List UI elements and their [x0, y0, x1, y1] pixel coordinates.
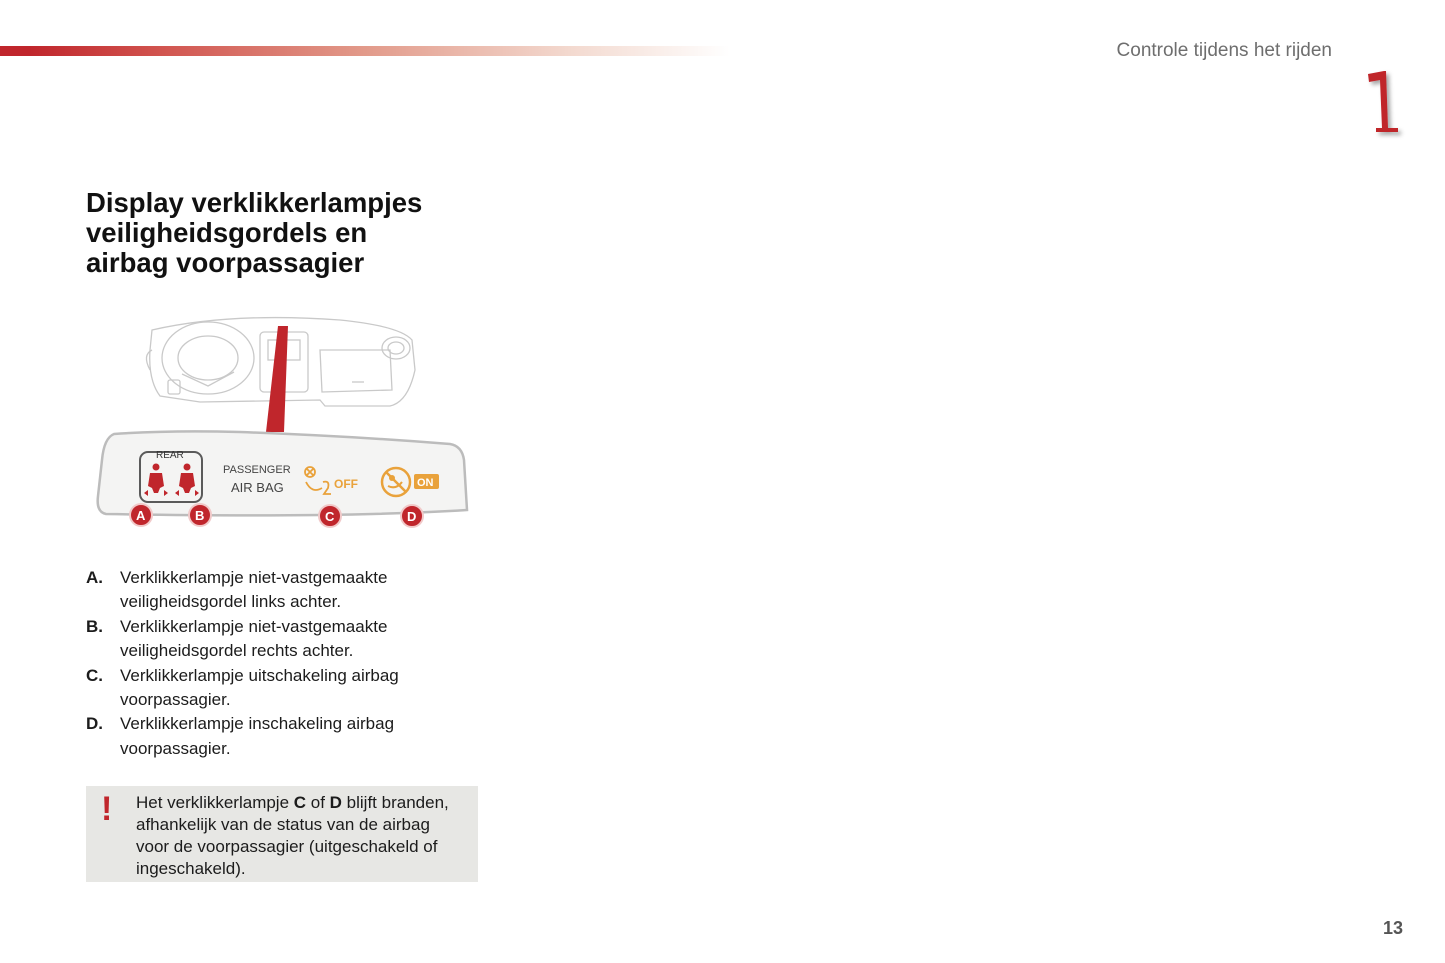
section-title: Controle tijdens het rijden	[1116, 40, 1332, 61]
legend-text: Verklikkerlampje niet-vastgemaakte veiligheidsgordel rechts achter.	[120, 616, 388, 661]
marker-c	[319, 505, 341, 527]
header-accent-bar	[0, 46, 730, 56]
legend-key: B.	[86, 616, 103, 636]
note-text: Het verklikkerlampje C of D blijft branden, afhankelijk van de status van de airbag voor de voorpassagier (uitgeschakeld of ingeschakeld).	[136, 793, 449, 878]
legend-item-c	[86, 664, 486, 713]
marker-a	[130, 504, 152, 526]
marker-b	[189, 504, 211, 526]
pointer-wedge	[266, 326, 288, 432]
exclamation-icon: !	[101, 790, 113, 828]
airbag-label: AIR BAG	[231, 480, 284, 495]
legend-text: Verklikkerlampje niet-vastgemaakte veiligheidsgordel links achter.	[120, 568, 388, 612]
page-title-line-3: airbag voorpassagier	[86, 247, 365, 278]
page-title	[86, 188, 506, 278]
warning-note	[86, 786, 478, 882]
legend-item-b	[86, 615, 486, 664]
page-title-line-2: veiligheidsgordels en	[86, 217, 368, 248]
legend-text: Verklikkerlampje inschakeling airbag voorpassagier.	[120, 714, 395, 758]
dashboard-illustration	[90, 310, 475, 535]
marker-d	[401, 505, 423, 527]
legend-key: A.	[86, 568, 103, 587]
page-number: 13	[1383, 918, 1404, 938]
chapter-number	[1362, 58, 1408, 142]
marker-a-label: A	[136, 508, 146, 523]
legend-item-a	[86, 566, 486, 615]
rear-label: REAR	[156, 450, 184, 461]
legend-key: C.	[86, 665, 103, 685]
page-title-line-1: Display verklikkerlampjes	[86, 187, 423, 218]
marker-c-label: C	[325, 509, 335, 524]
legend-item-d	[86, 712, 486, 761]
off-label: OFF	[334, 477, 358, 491]
legend-list	[86, 566, 486, 761]
legend-text: Verklikkerlampje uitschakeling airbag voorpassagier.	[120, 665, 399, 710]
marker-d-label: D	[407, 509, 417, 524]
on-label: ON	[417, 477, 434, 489]
passenger-label: PASSENGER	[223, 464, 291, 476]
marker-b-label: B	[195, 508, 205, 523]
legend-key: D.	[86, 714, 103, 734]
